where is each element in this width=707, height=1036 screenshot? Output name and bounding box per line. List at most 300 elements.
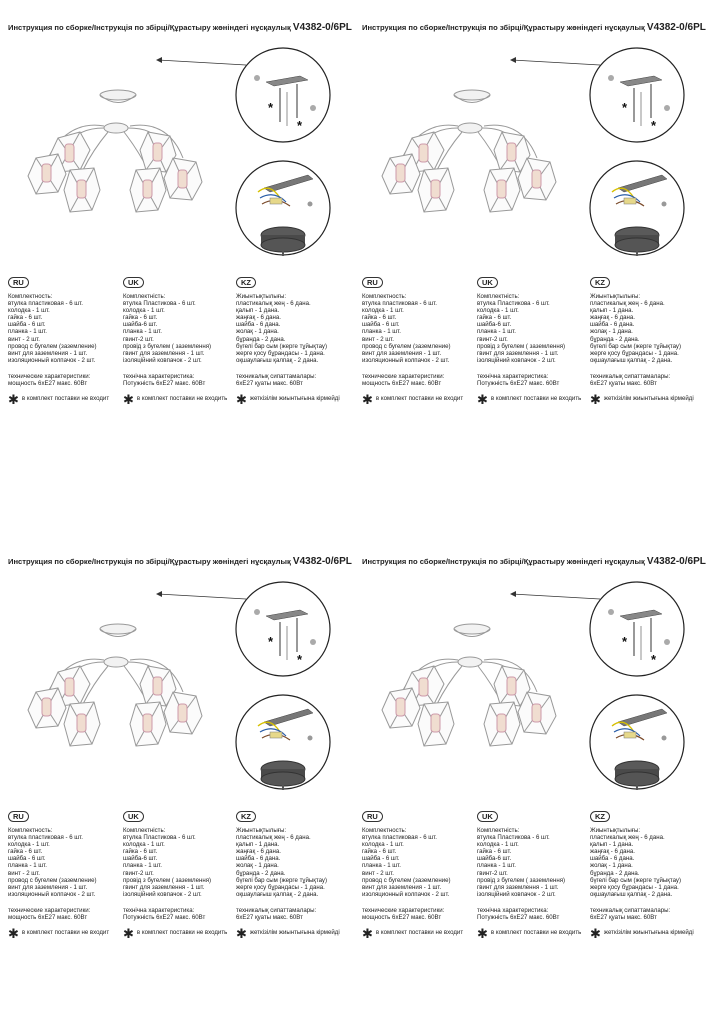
component-item: ізоляційний ковпачок - 2 шт. [123, 890, 202, 898]
lang-badge: RU [362, 277, 383, 288]
shade [130, 168, 166, 212]
not-included-note [123, 926, 241, 942]
components-heading: Комплектність: [477, 293, 520, 300]
component-item: жаңғақ - 6 дана. [236, 314, 281, 322]
spec-heading: техникалық сипаттамалары: [236, 372, 317, 380]
assembly-diagram [362, 574, 707, 824]
component-item: гайка - 6 шт. [362, 314, 397, 322]
component-item: шайба - 6 шт. [8, 855, 46, 863]
asterisk-mark: * [268, 634, 274, 649]
lang-badge: RU [8, 277, 29, 288]
component-item: провод с бугелем (заземление) [362, 342, 451, 350]
component-item: қалып - 1 дана. [236, 307, 280, 315]
component-item: гвинт для заземлення - 1 шт. [477, 349, 559, 357]
components-list [8, 300, 126, 364]
washer [310, 639, 316, 645]
asterisk-mark: * [297, 118, 303, 133]
component-item: жаңғақ - 6 дана. [590, 848, 635, 856]
spec-heading: техникалық сипаттамалары: [590, 906, 671, 914]
shade [64, 702, 100, 746]
asterisk-mark: * [651, 652, 657, 667]
component-item: колодка - 1 шт. [477, 307, 519, 315]
note-text: в комплект поставки не входит [375, 395, 464, 403]
pointer-arrow [512, 60, 600, 65]
chandelier-illustration [382, 624, 556, 746]
component-item: бүгелі бар сым (жерге тұйықтау) [590, 342, 682, 350]
components-list [477, 834, 595, 898]
shade [382, 154, 420, 194]
spec-value: Потужність 6хЕ27 макс. 60Вт [477, 380, 560, 388]
spec-value: мощность 6хЕ27 макс. 60Вт [362, 380, 442, 388]
component-item: провод с бугелем (заземление) [8, 342, 97, 350]
component-item: гайка - 6 шт. [123, 848, 158, 856]
lang-block-uk [123, 277, 241, 408]
chandelier-illustration [382, 90, 556, 212]
component-item: қалып - 1 дана. [590, 307, 634, 315]
lang-block-ru [362, 811, 480, 942]
component-item: провід з бугелем ( заземлення) [477, 342, 566, 350]
component-item: изоляционный колпачок - 2 шт. [8, 356, 96, 364]
component-item: гвинт-2 шт. [123, 335, 154, 343]
spec-heading: технические характеристики: [362, 372, 445, 380]
note-text: жеткізілім жиынтығына кірмейді [249, 929, 340, 937]
component-item: гайка - 6 шт. [362, 848, 397, 856]
component-item: пластикалық жең - 6 дана. [236, 300, 311, 308]
asterisk-icon: ✱ [590, 926, 601, 942]
component-item: планка - 1 шт. [8, 328, 47, 336]
component-item: гвинт для заземлення - 1 шт. [477, 883, 559, 891]
component-item: бұранда - 2 дана. [236, 335, 286, 343]
component-item: винт - 2 шт. [362, 869, 394, 877]
components-list [8, 834, 126, 898]
note-text: в комплект поставки не входит [21, 929, 110, 937]
component-item: винт - 2 шт. [8, 869, 40, 877]
component-item: колодка - 1 шт. [362, 841, 404, 849]
components-heading: Комплектность: [362, 827, 407, 834]
lang-block-ru [8, 811, 126, 942]
spec-value: Потужність 6хЕ27 макс. 60Вт [123, 914, 206, 922]
component-item: шайба - 6 дана. [236, 855, 281, 863]
not-included-note [590, 926, 705, 942]
asterisk-icon: ✱ [123, 926, 134, 942]
component-item: қалып - 1 дана. [590, 841, 634, 849]
not-included-note [8, 926, 126, 942]
washer [254, 609, 260, 615]
components-heading: Комплектность: [8, 827, 53, 834]
lang-block-uk [123, 811, 241, 942]
assembly-figure [8, 574, 353, 824]
component-item: оқшаулағыш қалпақ - 2 дана. [236, 890, 319, 898]
component-item: пластикалық жең - 6 дана. [590, 300, 665, 308]
components-list [590, 834, 705, 898]
component-item: втулка Пластикова - 6 шт. [477, 300, 550, 308]
shade [28, 688, 66, 728]
component-item: жерге қосу бұрандасы - 1 дана. [236, 349, 325, 357]
asterisk-icon: ✱ [590, 392, 601, 408]
lang-badge: UK [477, 811, 498, 822]
component-item: колодка - 1 шт. [477, 841, 519, 849]
components-list [362, 300, 480, 364]
component-item: втулка пластиковая - 6 шт. [362, 300, 437, 308]
asterisk-mark: * [268, 100, 274, 115]
components-heading: Комплектность: [362, 293, 407, 300]
detail-circle-top [236, 48, 330, 142]
detail-circle-bottom [236, 161, 330, 256]
component-item: планка - 1 шт. [362, 328, 401, 336]
shade [130, 702, 166, 746]
component-item: винт для заземления - 1 шт. [8, 883, 88, 891]
spec-value: Потужність 6хЕ27 макс. 60Вт [123, 380, 206, 388]
component-item: шайба - 6 дана. [236, 321, 281, 329]
spec-heading: техникалық сипаттамалары: [590, 372, 671, 380]
spec-value: 6хЕ27 қуаты макс. 60Вт [236, 380, 303, 388]
not-included-note [590, 392, 705, 408]
arrow-head [156, 57, 162, 63]
component-item: шайба - 6 шт. [362, 855, 400, 863]
center-hub [458, 123, 482, 133]
instruction-panel-top-left [8, 22, 352, 502]
pointer-arrow [512, 594, 600, 599]
components-list [236, 834, 351, 898]
component-item: жаңғақ - 6 дана. [236, 848, 281, 856]
asterisk-icon: ✱ [362, 392, 373, 408]
title-text: Инструкция по сборке/Інструкція по збірці/Құрастыру жөніндегі нұсқаулық [8, 23, 291, 32]
not-included-note [236, 392, 351, 408]
asterisk-icon: ✱ [8, 392, 19, 408]
component-item: провід з бугелем ( заземлення) [123, 876, 212, 884]
detail-circle-top [590, 48, 684, 142]
not-included-note [236, 926, 351, 942]
shade [418, 702, 454, 746]
component-item: ізоляційний ковпачок - 2 шт. [123, 356, 202, 364]
shade [164, 158, 202, 200]
component-item: изоляционный колпачок - 2 шт. [362, 356, 450, 364]
component-item: шайба - 6 шт. [8, 321, 46, 329]
assembly-figure [362, 40, 707, 290]
component-item: шайба-6 шт. [477, 321, 512, 329]
center-hub [458, 657, 482, 667]
component-item: втулка пластиковая - 6 шт. [362, 834, 437, 842]
component-item: изоляционный колпачок - 2 шт. [8, 890, 96, 898]
component-item: бүгелі бар сым (жерге тұйықтау) [590, 876, 682, 884]
component-item: гайка - 6 шт. [477, 314, 512, 322]
component-item: шайба-6 шт. [123, 855, 158, 863]
components-heading: Комплектність: [123, 293, 166, 300]
components-heading: Комплектність: [123, 827, 166, 834]
washer [310, 105, 316, 111]
component-item: винт - 2 шт. [8, 335, 40, 343]
title-text: Инструкция по сборке/Інструкція по збірці/Құрастыру жөніндегі нұсқаулық [8, 557, 291, 566]
component-item: бүгелі бар сым (жерге тұйықтау) [236, 876, 328, 884]
spec-value: мощность 6хЕ27 макс. 60Вт [8, 914, 88, 922]
asterisk-mark: * [622, 634, 628, 649]
lang-block-uk [477, 811, 595, 942]
component-item: изоляционный колпачок - 2 шт. [362, 890, 450, 898]
spec-value: 6хЕ27 қуаты макс. 60Вт [590, 380, 657, 388]
canopy-bottom [615, 772, 659, 786]
spec-value: 6хЕ27 қуаты макс. 60Вт [236, 914, 303, 922]
component-item: втулка Пластикова - 6 шт. [477, 834, 550, 842]
ground-screw [662, 202, 667, 207]
lang-badge: UK [123, 277, 144, 288]
shade [28, 154, 66, 194]
component-item: провод с бугелем (заземление) [362, 876, 451, 884]
lang-block-uk [477, 277, 595, 408]
component-item: винт - 2 шт. [362, 335, 394, 343]
title-text: Инструкция по сборке/Інструкція по збірці/Құрастыру жөніндегі нұсқаулық [362, 557, 645, 566]
components-list [362, 834, 480, 898]
arrow-head [510, 591, 516, 597]
not-included-note [477, 926, 595, 942]
component-item: қалып - 1 дана. [236, 841, 280, 849]
component-item: планка - 1 шт. [477, 328, 516, 336]
component-item: гайка - 6 шт. [123, 314, 158, 322]
lang-badge: KZ [236, 811, 256, 822]
washer [254, 75, 260, 81]
component-item: винт для заземления - 1 шт. [362, 883, 442, 891]
detail-circle-bottom [236, 695, 330, 790]
center-hub [104, 123, 128, 133]
component-item: колодка - 1 шт. [123, 841, 165, 849]
component-item: жаңғақ - 6 дана. [590, 314, 635, 322]
title-text: Инструкция по сборке/Інструкція по збірці/Құрастыру жөніндегі нұсқаулық [362, 23, 645, 32]
component-item: планка - 1 шт. [123, 328, 162, 336]
ground-screw [662, 736, 667, 741]
spec-value: мощность 6хЕ27 макс. 60Вт [8, 380, 88, 388]
instruction-title [8, 22, 353, 33]
terminal-block [624, 732, 636, 738]
assembly-figure [362, 574, 707, 824]
component-item: планка - 1 шт. [123, 862, 162, 870]
shade [164, 692, 202, 734]
shade [382, 688, 420, 728]
model-code: V4382-0/6PL [646, 22, 706, 33]
lang-block-kz [236, 277, 351, 408]
model-code: V4382-0/6PL [292, 556, 352, 567]
spec-heading: технічна характеристика: [477, 372, 549, 380]
component-item: гвинт для заземлення - 1 шт. [123, 349, 205, 357]
component-item: планка - 1 шт. [362, 862, 401, 870]
detail-circle-top [590, 582, 684, 676]
component-item: гвинт-2 шт. [123, 869, 154, 877]
component-item: пластикалық жең - 6 дана. [236, 834, 311, 842]
component-item: гвинт-2 шт. [477, 335, 508, 343]
instruction-title [8, 556, 353, 567]
component-item: гайка - 6 шт. [8, 848, 43, 856]
spec-value: мощность 6хЕ27 макс. 60Вт [362, 914, 442, 922]
component-item: жолақ - 1 дана. [590, 328, 633, 336]
components-list [590, 300, 705, 364]
spec-heading: технічна характеристика: [123, 906, 195, 914]
not-included-note [362, 926, 480, 942]
component-item: жолақ - 1 дана. [236, 328, 279, 336]
shade [64, 168, 100, 212]
shade [518, 692, 556, 734]
asterisk-icon: ✱ [236, 926, 247, 942]
spec-heading: технические характеристики: [362, 906, 445, 914]
component-item: колодка - 1 шт. [123, 307, 165, 315]
component-item: ізоляційний ковпачок - 2 шт. [477, 890, 556, 898]
component-item: бұранда - 2 дана. [236, 869, 286, 877]
component-item: оқшаулағыш қалпақ - 2 дана. [590, 890, 673, 898]
component-item: колодка - 1 шт. [8, 307, 50, 315]
shade [484, 168, 520, 212]
not-included-note [123, 392, 241, 408]
component-item: колодка - 1 шт. [8, 841, 50, 849]
component-item: оқшаулағыш қалпақ - 2 дана. [590, 356, 673, 364]
component-item: втулка пластиковая - 6 шт. [8, 834, 83, 842]
canopy-bottom [615, 238, 659, 252]
lang-badge: UK [477, 277, 498, 288]
terminal-block [270, 198, 282, 204]
component-item: жерге қосу бұрандасы - 1 дана. [590, 883, 679, 891]
component-item: втулка Пластикова - 6 шт. [123, 834, 196, 842]
pointer-arrow [158, 60, 246, 65]
component-item: жерге қосу бұрандасы - 1 дана. [236, 883, 325, 891]
washer [608, 609, 614, 615]
instruction-panel-bottom-right [362, 556, 706, 1036]
asterisk-icon: ✱ [123, 392, 134, 408]
components-heading: Комплектність: [477, 827, 520, 834]
canopy-bottom [261, 238, 305, 252]
component-item: винт для заземления - 1 шт. [362, 349, 442, 357]
chandelier-illustration [28, 90, 202, 212]
ground-screw [308, 202, 313, 207]
lang-block-kz [590, 277, 705, 408]
component-item: бұранда - 2 дана. [590, 335, 640, 343]
component-item: жолақ - 1 дана. [236, 862, 279, 870]
component-item: шайба-6 шт. [123, 321, 158, 329]
component-item: шайба - 6 дана. [590, 855, 635, 863]
components-list [477, 300, 595, 364]
component-item: втулка Пластикова - 6 шт. [123, 300, 196, 308]
component-item: ізоляційний ковпачок - 2 шт. [477, 356, 556, 364]
note-text: жеткізілім жиынтығына кірмейді [249, 395, 340, 403]
washer [608, 75, 614, 81]
component-item: винт для заземления - 1 шт. [8, 349, 88, 357]
components-heading: Жиынтықтылығы: [236, 827, 287, 834]
component-item: гвинт для заземлення - 1 шт. [123, 883, 205, 891]
lang-badge: RU [362, 811, 383, 822]
lang-block-kz [236, 811, 351, 942]
component-item: шайба - 6 дана. [590, 321, 635, 329]
asterisk-icon: ✱ [8, 926, 19, 942]
component-item: планка - 1 шт. [8, 862, 47, 870]
arrow-head [156, 591, 162, 597]
instruction-panel-top-right [362, 22, 706, 502]
spec-heading: технічна характеристика: [123, 372, 195, 380]
lang-block-ru [362, 277, 480, 408]
assembly-diagram [8, 574, 353, 824]
component-item: втулка пластиковая - 6 шт. [8, 300, 83, 308]
components-heading: Жиынтықтылығы: [236, 293, 287, 300]
note-text: в комплект поставки не входить [136, 395, 228, 403]
detail-circle-bottom [590, 161, 684, 256]
component-item: жерге қосу бұрандасы - 1 дана. [590, 349, 679, 357]
component-item: бүгелі бар сым (жерге тұйықтау) [236, 342, 328, 350]
lang-block-ru [8, 277, 126, 408]
note-text: в комплект поставки не входит [21, 395, 110, 403]
component-item: планка - 1 шт. [477, 862, 516, 870]
center-hub [104, 657, 128, 667]
terminal-block [624, 198, 636, 204]
spec-value: 6хЕ27 қуаты макс. 60Вт [590, 914, 657, 922]
component-item: гайка - 6 шт. [8, 314, 43, 322]
pointer-arrow [158, 594, 246, 599]
not-included-note [477, 392, 595, 408]
not-included-note [362, 392, 480, 408]
lang-badge: KZ [590, 277, 610, 288]
not-included-note [8, 392, 126, 408]
component-item: гвинт-2 шт. [477, 869, 508, 877]
model-code: V4382-0/6PL [292, 22, 352, 33]
components-list [236, 300, 351, 364]
asterisk-mark: * [651, 118, 657, 133]
note-text: в комплект поставки не входить [136, 929, 228, 937]
note-text: жеткізілім жиынтығына кірмейді [603, 395, 694, 403]
asterisk-mark: * [622, 100, 628, 115]
component-item: пластикалық жең - 6 дана. [590, 834, 665, 842]
shade [418, 168, 454, 212]
component-item: провід з бугелем ( заземлення) [477, 876, 566, 884]
component-item: провод с бугелем (заземление) [8, 876, 97, 884]
components-heading: Жиынтықтылығы: [590, 827, 641, 834]
component-item: провід з бугелем ( заземлення) [123, 342, 212, 350]
washer [664, 639, 670, 645]
asterisk-icon: ✱ [477, 392, 488, 408]
terminal-block [270, 732, 282, 738]
note-text: в комплект поставки не входит [375, 929, 464, 937]
instruction-panel-bottom-left [8, 556, 352, 1036]
component-item: жолақ - 1 дана. [590, 862, 633, 870]
note-text: в комплект поставки не входить [490, 929, 582, 937]
asterisk-icon: ✱ [236, 392, 247, 408]
component-item: бұранда - 2 дана. [590, 869, 640, 877]
components-list [123, 300, 241, 364]
asterisk-mark: * [297, 652, 303, 667]
shade [484, 702, 520, 746]
lang-block-kz [590, 811, 705, 942]
component-item: колодка - 1 шт. [362, 307, 404, 315]
lang-badge: UK [123, 811, 144, 822]
assembly-diagram [362, 40, 707, 290]
shade [518, 158, 556, 200]
lang-badge: KZ [590, 811, 610, 822]
spec-value: Потужність 6хЕ27 макс. 60Вт [477, 914, 560, 922]
note-text: жеткізілім жиынтығына кірмейді [603, 929, 694, 937]
lang-badge: KZ [236, 277, 256, 288]
components-heading: Комплектность: [8, 293, 53, 300]
note-text: в комплект поставки не входить [490, 395, 582, 403]
canopy-bottom [261, 772, 305, 786]
detail-circle-bottom [590, 695, 684, 790]
components-heading: Жиынтықтылығы: [590, 293, 641, 300]
asterisk-icon: ✱ [362, 926, 373, 942]
arrow-head [510, 57, 516, 63]
component-item: оқшаулағыш қалпақ - 2 дана. [236, 356, 319, 364]
washer [664, 105, 670, 111]
component-item: шайба-6 шт. [477, 855, 512, 863]
spec-heading: технические характеристики: [8, 372, 91, 380]
component-item: шайба - 6 шт. [362, 321, 400, 329]
assembly-figure [8, 40, 353, 290]
detail-circle-top [236, 582, 330, 676]
assembly-diagram [8, 40, 353, 290]
spec-heading: технічна характеристика: [477, 906, 549, 914]
asterisk-icon: ✱ [477, 926, 488, 942]
components-list [123, 834, 241, 898]
instruction-title [362, 556, 707, 567]
